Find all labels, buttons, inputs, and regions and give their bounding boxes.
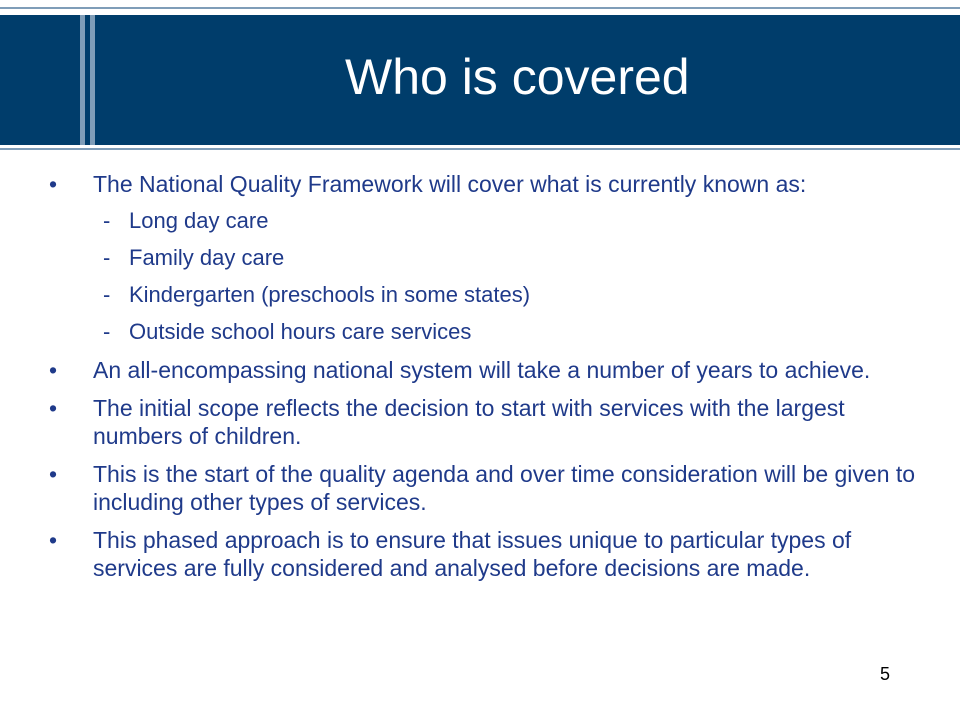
sub-item-text: Kindergarten (preschools in some states)	[129, 282, 531, 307]
sub-marker: -	[103, 282, 111, 307]
header-divider-left	[80, 15, 85, 145]
header-divider-right	[90, 15, 95, 145]
sub-marker: -	[103, 319, 111, 344]
bullet-text: An all-encompassing national system will take a number of years to achieve.	[93, 357, 871, 383]
bullet-text: This phased approach is to ensure that issues unique to particular types of services are fully considered and analysed before decisions are made.	[93, 527, 852, 581]
bullet-marker: •	[49, 357, 58, 383]
top-accent-rule	[0, 7, 960, 9]
bullet-list	[45, 170, 935, 582]
bullet-item	[45, 356, 935, 384]
bullet-item	[45, 170, 935, 198]
bullet-marker: •	[49, 395, 58, 421]
sub-item-text: Family day care	[129, 245, 285, 270]
header-bottom-rule	[0, 148, 960, 150]
bullet-marker: •	[49, 171, 58, 197]
bullet-item	[45, 394, 935, 450]
bullet-item	[45, 460, 935, 516]
sub-item	[45, 207, 935, 235]
sub-item	[45, 244, 935, 272]
slide-title: Who is covered	[345, 49, 690, 105]
sub-item-text: Outside school hours care services	[129, 319, 472, 344]
bullet-item	[45, 526, 935, 582]
sub-item	[45, 318, 935, 346]
bullet-marker: •	[49, 461, 58, 487]
page-number: 5	[879, 664, 890, 684]
sub-marker: -	[103, 245, 111, 270]
sub-item-text: Long day care	[129, 208, 269, 233]
bullet-text: The initial scope reflects the decision to start with services with the largest numbers of children.	[93, 395, 845, 449]
bullet-text: This is the start of the quality agenda and over time consideration will be given to including other types of services.	[93, 461, 916, 515]
bullet-text: The National Quality Framework will cover what is currently known as:	[93, 171, 807, 197]
sub-item	[45, 281, 935, 309]
sub-marker: -	[103, 208, 111, 233]
bullet-marker: •	[49, 527, 58, 553]
